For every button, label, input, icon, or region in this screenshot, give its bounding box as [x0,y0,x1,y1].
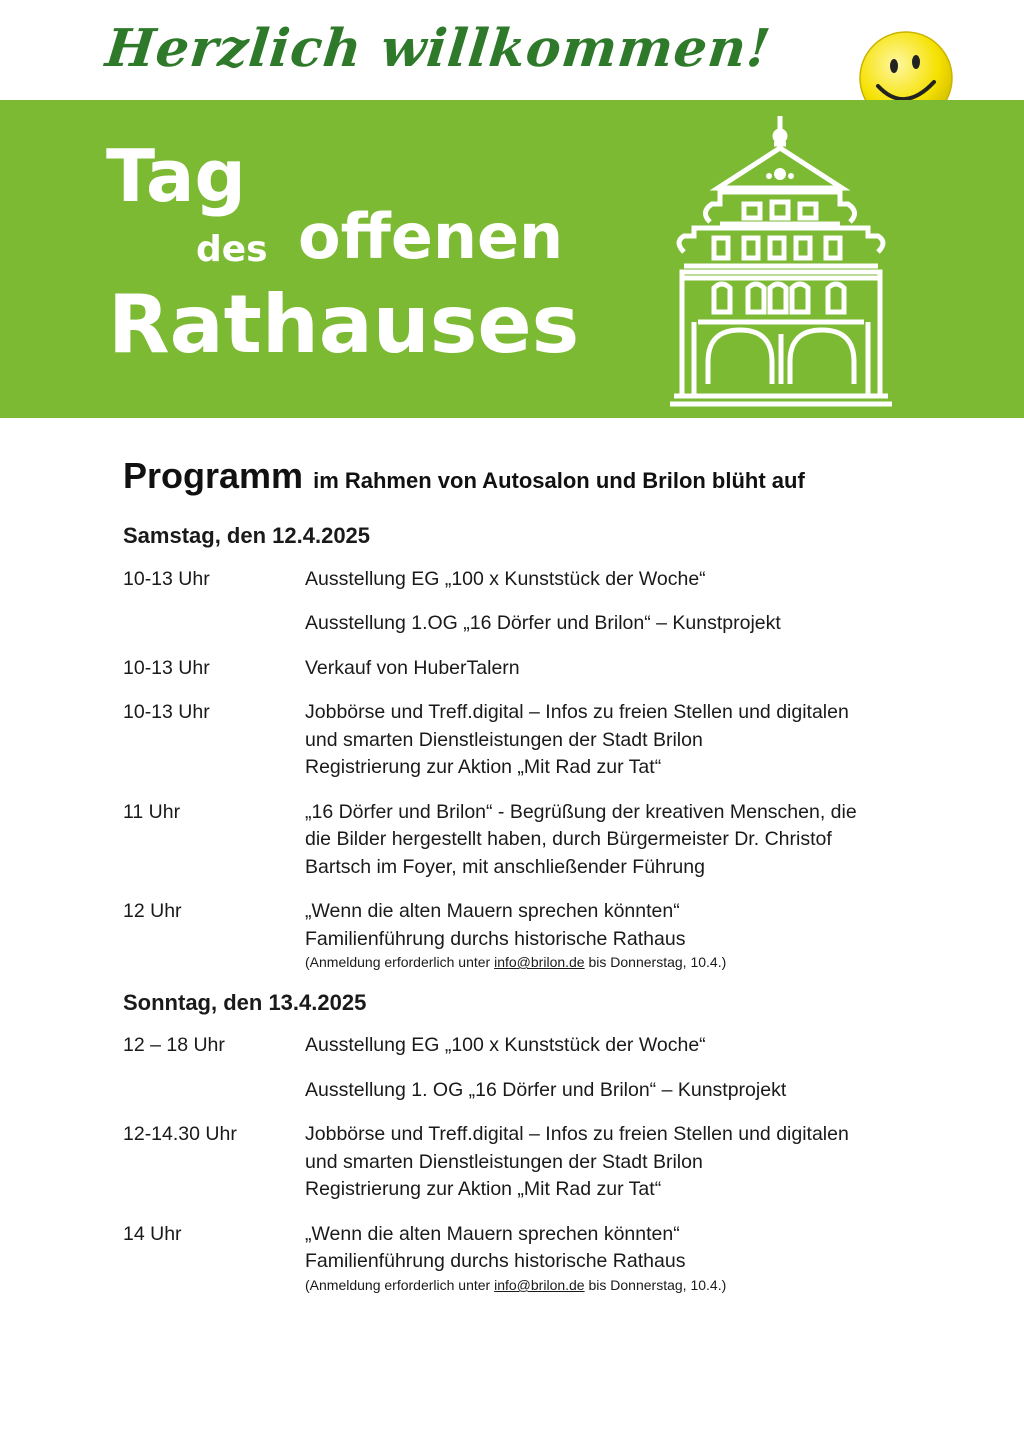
schedule-row [123,1221,923,1295]
schedule-line: Registrierung zur Aktion „Mit Rad zur Tat“ [305,756,662,779]
registration-note [305,1276,923,1295]
schedule-line: Ausstellung EG „100 x Kunststück der Woche“ [305,567,706,590]
welcome-heading: Herzlich willkommen! [102,18,774,79]
schedule-row [123,566,923,594]
schedule-time [123,1077,305,1105]
schedule-line: Familienführung durchs historische Rathaus [305,1250,686,1273]
note-text: (Anmeldung erforderlich unter [305,1276,495,1293]
schedule-row [123,1121,923,1204]
schedule-line: und smarten Dienstleistungen der Stadt Brilon [305,728,703,751]
schedule-row [123,1077,923,1105]
saturday-heading: Samstag, den 12.4.2025 [123,523,371,549]
schedule-line: Ausstellung 1.OG „16 Dörfer und Brilon“ – Kunstprojekt [305,612,781,635]
title-word-offenen: offenen [298,200,564,273]
email-link[interactable]: info@brilon.de [494,1276,585,1293]
schedule-time: 10-13 Uhr [123,656,210,679]
schedule-line: Registrierung zur Aktion „Mit Rad zur Tat“ [305,1178,662,1201]
program-title: Programm [123,455,304,496]
schedule-line: „Wenn die alten Mauern sprechen könnten“ [305,900,680,923]
schedule-row [123,799,923,882]
schedule-time: 12-14.30 Uhr [123,1123,237,1146]
schedule-time: 14 Uhr [123,1222,182,1245]
schedule-line: Ausstellung EG „100 x Kunststück der Woche“ [305,1034,706,1057]
title-word-des: des [196,229,268,270]
sunday-heading: Sonntag, den 13.4.2025 [123,990,367,1016]
schedule-line: Bartsch im Foyer, mit anschließender Führung [305,855,705,878]
schedule-time: 11 Uhr [123,800,181,823]
schedule-line: „16 Dörfer und Brilon“ - Begrüßung der kreativen Menschen, die [305,800,857,823]
schedule-row [123,655,923,683]
schedule-row [123,699,923,782]
schedule-line: Jobbörse und Treff.digital – Infos zu freien Stellen und digitalen [305,1123,849,1146]
schedule-line: Verkauf von HuberTalern [305,656,520,679]
note-text: (Anmeldung erforderlich unter [305,954,495,971]
schedule-line: „Wenn die alten Mauern sprechen könnten“ [305,1222,680,1245]
schedule-time: 10-13 Uhr [123,701,210,724]
title-word-rathauses: Rathauses [108,278,580,371]
email-link[interactable]: info@brilon.de [494,954,585,971]
schedule-line: Familienführung durchs historische Rathaus [305,927,686,950]
schedule-line: Ausstellung 1. OG „16 Dörfer und Brilon“ – Kunstprojekt [305,1078,787,1101]
program-heading [123,454,923,497]
schedule-line: Jobbörse und Treff.digital – Infos zu freien Stellen und digitalen [305,701,849,724]
schedule-row [123,1032,923,1060]
registration-note [305,953,923,972]
schedule-time: 12 – 18 Uhr [123,1034,225,1057]
program-content [123,454,923,1295]
schedule-time: 10-13 Uhr [123,567,210,590]
schedule-line: und smarten Dienstleistungen der Stadt Brilon [305,1150,703,1173]
title-word-tag: Tag [106,134,246,218]
schedule-row [123,610,923,638]
schedule-time: 12 Uhr [123,900,182,923]
schedule-line: die Bilder hergestellt haben, durch Bürgermeister Dr. Christof [305,828,832,851]
schedule-row [123,898,923,972]
schedule-time [123,610,305,638]
note-text: bis Donnerstag, 10.4.) [584,1276,727,1293]
note-text: bis Donnerstag, 10.4.) [584,954,727,971]
program-subtitle: im Rahmen von Autosalon und Brilon blüht auf [313,468,805,493]
town-hall-icon [670,112,892,412]
